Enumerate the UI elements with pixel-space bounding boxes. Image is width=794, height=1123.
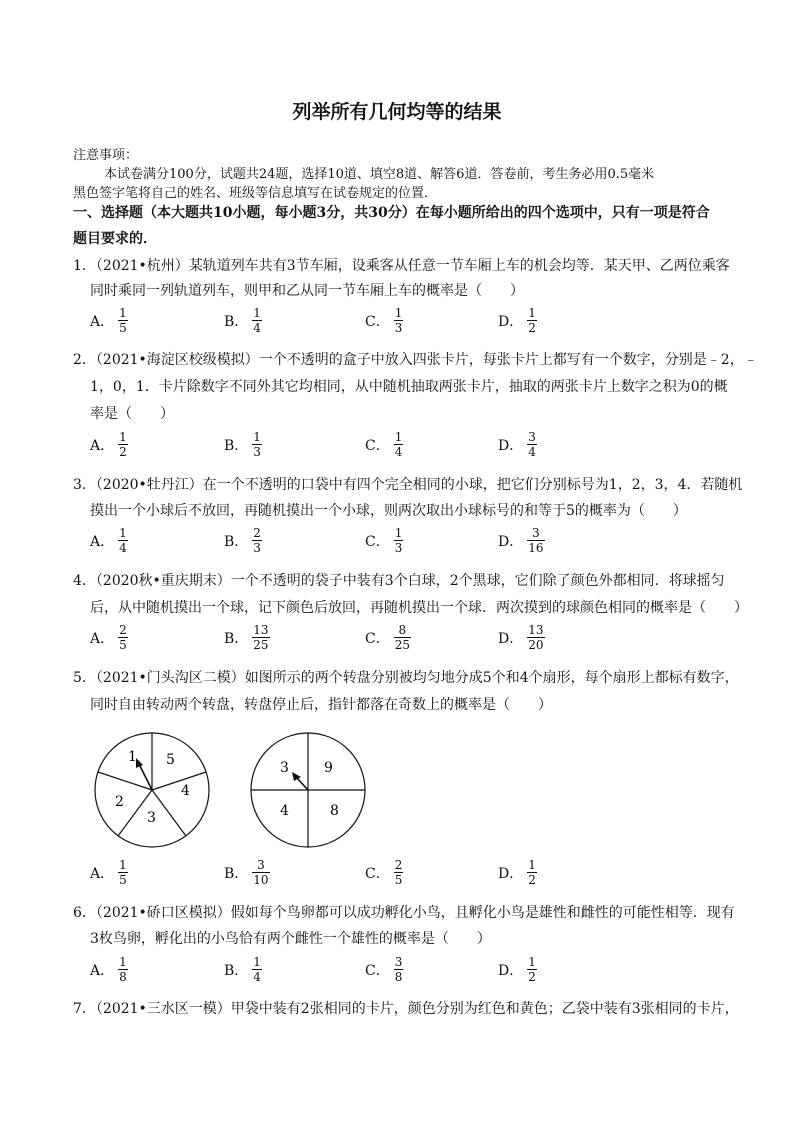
spinner-right-label-8: 8 bbox=[330, 803, 339, 819]
spinner-right-pointer-arrow bbox=[292, 772, 301, 781]
question-5-option-a[interactable]: A． $\frac{1}{5}$ bbox=[90, 858, 127, 887]
question-2-option-d[interactable]: D． $\frac{3}{4}$ bbox=[498, 430, 536, 459]
question-4-option-d[interactable]: D． $\frac{13}{20}$ bbox=[498, 623, 544, 652]
spinner-left-divider bbox=[152, 772, 206, 790]
question-1-option-b[interactable]: B． $\frac{1}{4}$ bbox=[224, 306, 261, 335]
section-heading-2: 题目要求的． bbox=[73, 231, 157, 247]
question-2-option-c[interactable]: C． $\frac{1}{4}$ bbox=[365, 430, 403, 459]
question-5-option-b[interactable]: B． $\frac{3}{10}$ bbox=[224, 858, 269, 887]
question-6-option-b[interactable]: B． $\frac{1}{4}$ bbox=[224, 955, 261, 984]
question-2-line-3: 率是（ ） bbox=[90, 406, 174, 422]
question-1-option-a[interactable]: A． $\frac{1}{5}$ bbox=[90, 306, 127, 335]
spinner-left bbox=[95, 733, 209, 847]
spinner-right bbox=[251, 733, 365, 847]
question-1-option-d[interactable]: D． $\frac{1}{2}$ bbox=[498, 306, 536, 335]
spinner-right-label-9: 9 bbox=[324, 760, 333, 776]
spinner-right-label-4: 4 bbox=[280, 803, 289, 819]
question-4-option-b[interactable]: B． $\frac{13}{25}$ bbox=[224, 623, 269, 652]
spinner-left-label-5: 5 bbox=[166, 752, 175, 768]
question-3-line-1: 3．（2020•牡丹江）在一个不透明的口袋中有四个完全相同的小球，把它们分别标号为1，2，3，4．若随机 bbox=[73, 477, 743, 493]
question-3-option-d[interactable]: D． $\frac{3}{16}$ bbox=[498, 526, 544, 555]
question-4-line-2: 后，从中随机摸出一个球，记下颜色后放回，再随机摸出一个球．两次摸到的球颜色相同的概率是（ ） bbox=[90, 600, 748, 616]
question-6-option-d[interactable]: D． $\frac{1}{2}$ bbox=[498, 955, 536, 984]
question-6-option-a[interactable]: A． $\frac{1}{8}$ bbox=[90, 955, 127, 984]
question-5-line-2: 同时自由转动两个转盘，转盘停止后，指针都落在奇数上的概率是（ ） bbox=[90, 697, 552, 713]
spinner-left-label-1: 1 bbox=[128, 749, 137, 765]
page-title: 列举所有几何均等的结果 bbox=[292, 101, 502, 123]
question-2-option-b[interactable]: B． $\frac{1}{3}$ bbox=[224, 430, 261, 459]
notice-heading: 注意事项： bbox=[73, 148, 139, 163]
question-1-line-2: 同时乘同一列轨道列车，则甲和乙从同一节车厢上车的概率是（ ） bbox=[90, 283, 524, 299]
spinner-left-label-2: 2 bbox=[115, 794, 124, 810]
question-1-option-c[interactable]: C． $\frac{1}{3}$ bbox=[365, 306, 403, 335]
section-heading-1: 一、选择题（本大题共10小题，每小题3分，共30分）在每小题所给出的四个选项中，只有一项是符合 bbox=[73, 205, 710, 221]
question-3-option-c[interactable]: C． $\frac{1}{3}$ bbox=[365, 526, 403, 555]
question-3-option-a[interactable]: A． $\frac{1}{4}$ bbox=[90, 526, 127, 555]
spinner-right-label-3: 3 bbox=[280, 760, 289, 776]
question-6-option-c[interactable]: C． $\frac{3}{8}$ bbox=[365, 955, 403, 984]
question-2-line-2: 1，0，1．卡片除数字不同外其它均相同，从中随机抽取两张卡片，抽取的两张卡片上数字之积为0的概 bbox=[90, 379, 728, 395]
notice-line-1: 本试卷满分100分，试题共24题，选择10道、填空8道、解答6道．答卷前，考生务必用0.5毫米 bbox=[104, 167, 655, 182]
question-3-option-b[interactable]: B． $\frac{2}{3}$ bbox=[224, 526, 261, 555]
question-3-line-2: 摸出一个小球后不放回，再随机摸出一个小球，则两次取出小球标号的和等于5的概率为（ ） bbox=[90, 503, 687, 519]
question-2-option-a[interactable]: A． $\frac{1}{2}$ bbox=[90, 430, 127, 459]
question-6-line-1: 6．（2021•硚口区模拟）假如每个鸟卵都可以成功孵化小鸟，且孵化小鸟是雄性和雌性的可能性相等．现有 bbox=[73, 905, 735, 921]
question-5-option-d[interactable]: D． $\frac{1}{2}$ bbox=[498, 858, 536, 887]
spinner-left-label-3: 3 bbox=[147, 810, 156, 826]
question-4-option-a[interactable]: A． $\frac{2}{5}$ bbox=[90, 623, 127, 652]
spinner-left-label-4: 4 bbox=[181, 783, 190, 799]
question-5-line-1: 5．（2021•门头沟区二模）如图所示的两个转盘分别被均匀地分成5个和4个扇形，每个扇形上都标有数字， bbox=[73, 670, 739, 686]
question-4-option-c[interactable]: C． $\frac{8}{25}$ bbox=[365, 623, 410, 652]
spinner-right-pointer bbox=[297, 778, 308, 790]
question-5-option-c[interactable]: C． $\frac{2}{5}$ bbox=[365, 858, 403, 887]
question-1-line-1: 1．（2021•杭州）某轨道列车共有3节车厢，设乘客从任意一节车厢上车的机会均等．某天甲、乙两位乘客 bbox=[73, 258, 730, 274]
notice-line-2: 黑色签字笔将自己的姓名、班级等信息填写在试卷规定的位置． bbox=[73, 186, 438, 201]
question-2-line-1: 2．（2021•海淀区校级模拟）一个不透明的盒子中放入四张卡片，每张卡片上都写有一个数字，分别是﹣2，﹣ bbox=[73, 352, 758, 368]
question-4-line-1: 4．（2020秋•重庆期末）一个不透明的袋子中装有3个白球，2个黑球，它们除了颜色外都相同．将球摇匀 bbox=[73, 573, 725, 589]
spinner-diagrams bbox=[90, 727, 390, 852]
question-7-line-1: 7．（2021•三水区一模）甲袋中装有2张相同的卡片，颜色分别为红色和黄色；乙袋中装有3张相同的卡片， bbox=[73, 1001, 739, 1017]
spinner-left-pointer-arrow bbox=[136, 758, 143, 768]
question-6-line-2: 3枚鸟卵，孵化出的小鸟恰有两个雌性一个雄性的概率是（ ） bbox=[90, 931, 491, 947]
